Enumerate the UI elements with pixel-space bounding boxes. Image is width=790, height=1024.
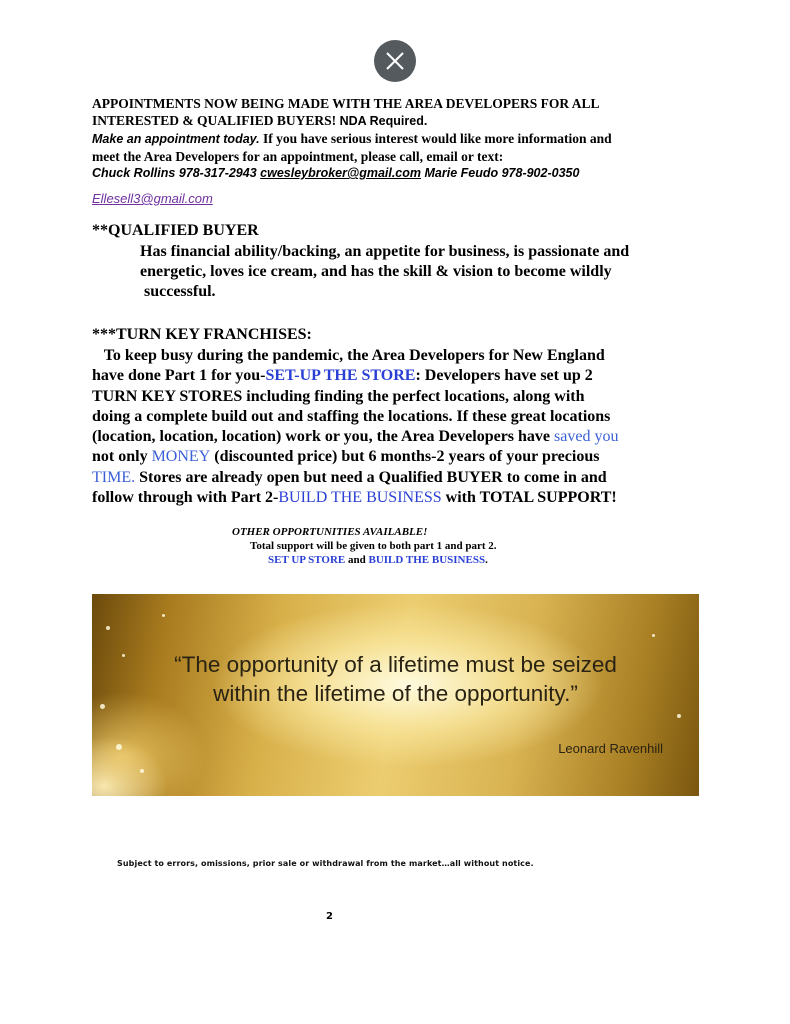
sparkle bbox=[140, 769, 144, 773]
header-line-3 bbox=[92, 130, 722, 148]
turnkey-line-3: TURN KEY STORES including finding the perfect locations, along with bbox=[92, 387, 585, 405]
turnkey-line-6 bbox=[92, 447, 712, 467]
turnkey-line-6-a: not only bbox=[92, 448, 152, 466]
header-line-1: APPOINTMENTS NOW BEING MADE WITH THE AREA DEVELOPERS FOR ALL bbox=[92, 96, 600, 111]
email-link-cwesleybroker[interactable]: cwesleybroker@gmail.com bbox=[260, 166, 422, 180]
turn-key-body bbox=[92, 346, 712, 508]
contact-marie: Marie Feudo 978-902-0350 bbox=[421, 166, 580, 180]
sparkle bbox=[106, 626, 110, 630]
turnkey-line-2 bbox=[92, 366, 712, 386]
disclaimer-text: Subject to errors, omissions, prior sale or withdrawal from the market…all without notice. bbox=[117, 859, 534, 868]
turnkey-line-6-c: (discounted price) but 6 months-2 years of your precious bbox=[210, 448, 600, 466]
header-line-2 bbox=[92, 112, 722, 130]
close-button[interactable] bbox=[374, 40, 416, 82]
turnkey-line-4: doing a complete build out and staffing the locations. If these great locations bbox=[92, 407, 611, 425]
email-link-ellesell[interactable]: Ellesell3@gmail.com bbox=[92, 191, 213, 206]
set-up-store-highlight: SET-UP THE STORE bbox=[265, 367, 416, 385]
appointments-header bbox=[92, 95, 722, 182]
sparkle bbox=[677, 714, 681, 718]
quote-author: Leonard Ravenhill bbox=[558, 741, 663, 756]
quote-line-1: “The opportunity of a lifetime must be seized bbox=[174, 652, 617, 677]
qualified-line-1: Has financial ability/backing, an appetite for business, is passionate and bbox=[140, 243, 630, 260]
turnkey-line-8 bbox=[92, 488, 712, 508]
qualified-line-3: successful. bbox=[140, 283, 216, 300]
contact-line bbox=[92, 165, 722, 182]
turnkey-line-5-a: (location, location, location) work or you, the Area Developers have bbox=[92, 428, 555, 446]
header-line-4: meet the Area Developers for an appointment, please call, email or text: bbox=[92, 149, 504, 164]
build-business-label: BUILD THE BUSINESS bbox=[368, 554, 486, 566]
qualified-line-2: energetic, loves ice cream, and has the skill & vision to become wildly bbox=[140, 263, 612, 280]
turn-key-title: ***TURN KEY FRANCHISES: bbox=[92, 326, 312, 343]
header-line-3-text: If you have serious interest would like more information and bbox=[259, 131, 612, 146]
time-highlight: TIME. bbox=[92, 468, 136, 486]
total-support-line: Total support will be given to both part 1 and part 2. bbox=[250, 540, 497, 552]
quote-text bbox=[92, 650, 699, 708]
nda-required-text: NDA Required. bbox=[339, 114, 428, 128]
money-highlight: MONEY bbox=[151, 448, 211, 466]
sparkle bbox=[162, 614, 165, 617]
turnkey-line-5 bbox=[92, 427, 712, 447]
sparkle bbox=[116, 744, 122, 750]
sparkle bbox=[652, 634, 655, 637]
turnkey-line-2-a: have done Part 1 for you- bbox=[92, 367, 266, 385]
quote-line-2: within the lifetime of the opportunity.” bbox=[213, 681, 578, 706]
quote-image bbox=[92, 594, 699, 796]
qualified-buyer-body bbox=[140, 242, 720, 302]
turnkey-line-7 bbox=[92, 468, 712, 488]
make-appointment-text: Make an appointment today. bbox=[92, 132, 260, 146]
set-up-store-label: SET UP STORE bbox=[268, 554, 346, 566]
close-icon bbox=[385, 51, 405, 71]
build-business-highlight: BUILD THE BUSINESS bbox=[278, 489, 442, 507]
period-label: . bbox=[485, 554, 488, 566]
header-line-2-text: INTERESTED & QUALIFIED BUYERS! bbox=[92, 113, 340, 128]
and-label: and bbox=[345, 554, 369, 566]
turnkey-line-8-a: follow through with Part 2- bbox=[92, 489, 279, 507]
page-number: 2 bbox=[326, 911, 333, 922]
turnkey-line-8-c: with TOTAL SUPPORT! bbox=[441, 489, 617, 507]
saved-you-highlight: saved you bbox=[554, 428, 619, 446]
other-opportunities-title: OTHER OPPORTUNITIES AVAILABLE! bbox=[232, 526, 428, 538]
turnkey-line-2-c: : Developers have set up 2 bbox=[415, 367, 593, 385]
turnkey-line-7-b: Stores are already open but need a Qualified BUYER to come in and bbox=[135, 468, 607, 486]
turnkey-line-1: To keep busy during the pandemic, the Area Developers for New England bbox=[92, 347, 605, 364]
qualified-buyer-title: **QUALIFIED BUYER bbox=[92, 222, 259, 239]
parts-line bbox=[268, 553, 488, 567]
contact-chuck: Chuck Rollins 978-317-2943 bbox=[92, 166, 261, 180]
